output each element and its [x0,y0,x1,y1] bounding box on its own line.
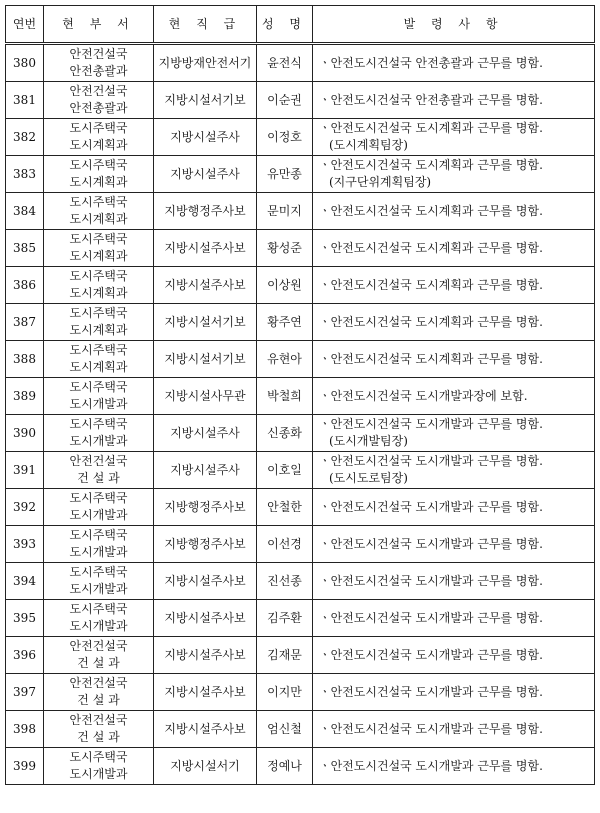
department-bureau: 도시주택국 [69,380,128,394]
department-bureau: 안전건설국 [69,47,128,61]
person-name: 정예나 [257,748,313,785]
department-bureau: 도시주택국 [69,417,128,431]
department-division: 도시개발과 [69,434,128,448]
row-number: 398 [6,711,44,748]
order-text: ㆍ안전도시건설국 도시개발과 근무를 명함. [319,454,543,468]
person-name: 김주환 [257,600,313,637]
personnel-order-table [5,5,595,785]
current-rank: 지방시설서기 [154,748,257,785]
current-rank: 지방시설주사보 [154,563,257,600]
department-bureau: 도시주택국 [69,565,128,579]
person-name: 유현아 [257,341,313,378]
department-bureau: 도시주택국 [69,158,128,172]
appointment-order [313,267,595,304]
order-note: (도시개발팀장) [329,434,408,448]
order-text: ㆍ안전도시건설국 안전총괄과 근무를 명함. [319,92,543,107]
table-row [6,156,595,193]
table-row [6,267,595,304]
appointment-order [313,44,595,82]
row-number: 388 [6,341,44,378]
current-rank: 지방행정주사보 [154,489,257,526]
appointment-order [313,526,595,563]
department-bureau: 도시주택국 [69,121,128,135]
order-text: ㆍ안전도시건설국 도시개발과 근무를 명함. [319,417,543,431]
table-row [6,748,595,785]
person-name: 이정호 [257,119,313,156]
table-row [6,600,595,637]
header-rank: 현 직 급 [154,6,257,44]
header-no: 연번 [6,6,44,44]
table-body [6,44,595,785]
row-number: 383 [6,156,44,193]
current-department [44,637,154,674]
current-rank: 지방시설서기보 [154,82,257,119]
order-text: ㆍ안전도시건설국 도시계획과 근무를 명함. [319,121,543,135]
current-department [44,600,154,637]
current-department [44,378,154,415]
header-order: 발 령 사 항 [313,6,595,44]
row-number: 380 [6,44,44,82]
appointment-order [313,341,595,378]
appointment-order [313,415,595,452]
person-name: 윤전식 [257,44,313,82]
department-division: 안전총괄과 [69,64,128,78]
appointment-order [313,378,595,415]
row-number: 394 [6,563,44,600]
current-department [44,415,154,452]
person-name: 안철한 [257,489,313,526]
department-division: 도시계획과 [69,212,128,226]
appointment-order [313,489,595,526]
department-bureau: 도시주택국 [69,306,128,320]
person-name: 유만종 [257,156,313,193]
current-department [44,44,154,82]
department-division: 도시계획과 [69,286,128,300]
table-row [6,452,595,489]
current-rank: 지방시설주사 [154,119,257,156]
appointment-order [313,600,595,637]
department-division: 건 설 과 [77,656,120,670]
order-text: ㆍ안전도시건설국 안전총괄과 근무를 명함. [319,55,543,70]
current-department [44,341,154,378]
current-rank: 지방시설주사 [154,156,257,193]
table-row [6,526,595,563]
appointment-order [313,748,595,785]
current-department [44,711,154,748]
department-division: 도시개발과 [69,619,128,633]
current-rank: 지방시설서기보 [154,341,257,378]
department-bureau: 안전건설국 [69,713,128,727]
current-rank: 지방행정주사보 [154,526,257,563]
appointment-order [313,674,595,711]
appointment-order [313,230,595,267]
department-bureau: 도시주택국 [69,528,128,542]
table-row [6,304,595,341]
table-row [6,341,595,378]
department-division: 도시개발과 [69,508,128,522]
current-department [44,674,154,711]
department-division: 도시계획과 [69,138,128,152]
order-note: (도시계획팀장) [329,138,408,152]
department-division: 도시계획과 [69,323,128,337]
order-text: ㆍ안전도시건설국 도시계획과 근무를 명함. [319,240,543,255]
header-dept: 현 부 서 [44,6,154,44]
person-name: 신종화 [257,415,313,452]
row-number: 386 [6,267,44,304]
order-text: ㆍ안전도시건설국 도시개발과 근무를 명함. [319,758,543,773]
current-department [44,526,154,563]
row-number: 391 [6,452,44,489]
department-division: 도시개발과 [69,397,128,411]
current-rank: 지방시설주사보 [154,230,257,267]
current-department [44,563,154,600]
current-department [44,230,154,267]
current-rank: 지방시설서기보 [154,304,257,341]
current-rank: 지방시설주사 [154,415,257,452]
department-division: 도시개발과 [69,545,128,559]
order-note: (도시도로팀장) [329,471,408,485]
row-number: 385 [6,230,44,267]
department-bureau: 도시주택국 [69,343,128,357]
current-rank: 지방시설주사보 [154,600,257,637]
department-division: 도시개발과 [69,582,128,596]
table-row [6,193,595,230]
row-number: 397 [6,674,44,711]
appointment-order [313,119,595,156]
department-division: 도시개발과 [69,767,128,781]
appointment-order [313,156,595,193]
order-text: ㆍ안전도시건설국 도시개발과 근무를 명함. [319,721,543,736]
row-number: 384 [6,193,44,230]
current-rank: 지방시설주사보 [154,267,257,304]
order-text: ㆍ안전도시건설국 도시개발과장에 보함. [319,388,528,403]
department-bureau: 도시주택국 [69,232,128,246]
row-number: 382 [6,119,44,156]
department-bureau: 안전건설국 [69,676,128,690]
current-rank: 지방시설사무관 [154,378,257,415]
person-name: 박철희 [257,378,313,415]
person-name: 이호일 [257,452,313,489]
order-text: ㆍ안전도시건설국 도시계획과 근무를 명함. [319,277,543,292]
department-bureau: 도시주택국 [69,602,128,616]
department-division: 건 설 과 [77,730,120,744]
department-bureau: 도시주택국 [69,491,128,505]
order-text: ㆍ안전도시건설국 도시개발과 근무를 명함. [319,647,543,662]
row-number: 396 [6,637,44,674]
table-row [6,674,595,711]
current-department [44,156,154,193]
order-text: ㆍ안전도시건설국 도시개발과 근무를 명함. [319,573,543,588]
current-department [44,489,154,526]
current-rank: 지방시설주사 [154,452,257,489]
department-bureau: 도시주택국 [69,195,128,209]
table-row [6,711,595,748]
department-bureau: 도시주택국 [69,269,128,283]
current-department [44,119,154,156]
person-name: 이지만 [257,674,313,711]
appointment-order [313,452,595,489]
current-rank: 지방행정주사보 [154,193,257,230]
table-row [6,119,595,156]
current-rank: 지방시설주사보 [154,637,257,674]
table-row [6,44,595,82]
current-rank: 지방시설주사보 [154,711,257,748]
person-name: 이선경 [257,526,313,563]
table-row [6,489,595,526]
order-text: ㆍ안전도시건설국 도시개발과 근무를 명함. [319,536,543,551]
person-name: 진선종 [257,563,313,600]
current-department [44,304,154,341]
table-row [6,637,595,674]
department-bureau: 안전건설국 [69,639,128,653]
person-name: 이순권 [257,82,313,119]
department-division: 안전총괄과 [69,101,128,115]
row-number: 381 [6,82,44,119]
row-number: 389 [6,378,44,415]
department-division: 도시계획과 [69,360,128,374]
order-text: ㆍ안전도시건설국 도시계획과 근무를 명함. [319,314,543,329]
person-name: 문미지 [257,193,313,230]
row-number: 390 [6,415,44,452]
row-number: 387 [6,304,44,341]
person-name: 김재문 [257,637,313,674]
appointment-order [313,563,595,600]
order-text: ㆍ안전도시건설국 도시계획과 근무를 명함. [319,351,543,366]
order-text: ㆍ안전도시건설국 도시개발과 근무를 명함. [319,499,543,514]
current-department [44,452,154,489]
appointment-order [313,711,595,748]
table-row [6,415,595,452]
current-department [44,193,154,230]
current-rank: 지방방재안전서기 [154,44,257,82]
order-text: ㆍ안전도시건설국 도시개발과 근무를 명함. [319,684,543,699]
order-text: ㆍ안전도시건설국 도시개발과 근무를 명함. [319,610,543,625]
table-row [6,230,595,267]
table-header-row [6,6,595,44]
person-name: 이상원 [257,267,313,304]
department-division: 도시계획과 [69,175,128,189]
current-department [44,267,154,304]
current-department [44,82,154,119]
department-division: 도시계획과 [69,249,128,263]
appointment-order [313,82,595,119]
row-number: 393 [6,526,44,563]
department-division: 건 설 과 [77,471,120,485]
person-name: 황주연 [257,304,313,341]
table-row [6,563,595,600]
appointment-order [313,637,595,674]
department-bureau: 안전건설국 [69,84,128,98]
appointment-order [313,304,595,341]
row-number: 395 [6,600,44,637]
person-name: 황성준 [257,230,313,267]
department-division: 건 설 과 [77,693,120,707]
table-row [6,378,595,415]
row-number: 392 [6,489,44,526]
current-department [44,748,154,785]
department-bureau: 안전건설국 [69,454,128,468]
appointment-order [313,193,595,230]
person-name: 엄신철 [257,711,313,748]
row-number: 399 [6,748,44,785]
header-name: 성 명 [257,6,313,44]
table-row [6,82,595,119]
current-rank: 지방시설주사보 [154,674,257,711]
order-note: (지구단위계획팀장) [329,175,432,189]
order-text: ㆍ안전도시건설국 도시계획과 근무를 명함. [319,158,543,172]
department-bureau: 도시주택국 [69,750,128,764]
order-text: ㆍ안전도시건설국 도시계획과 근무를 명함. [319,203,543,218]
